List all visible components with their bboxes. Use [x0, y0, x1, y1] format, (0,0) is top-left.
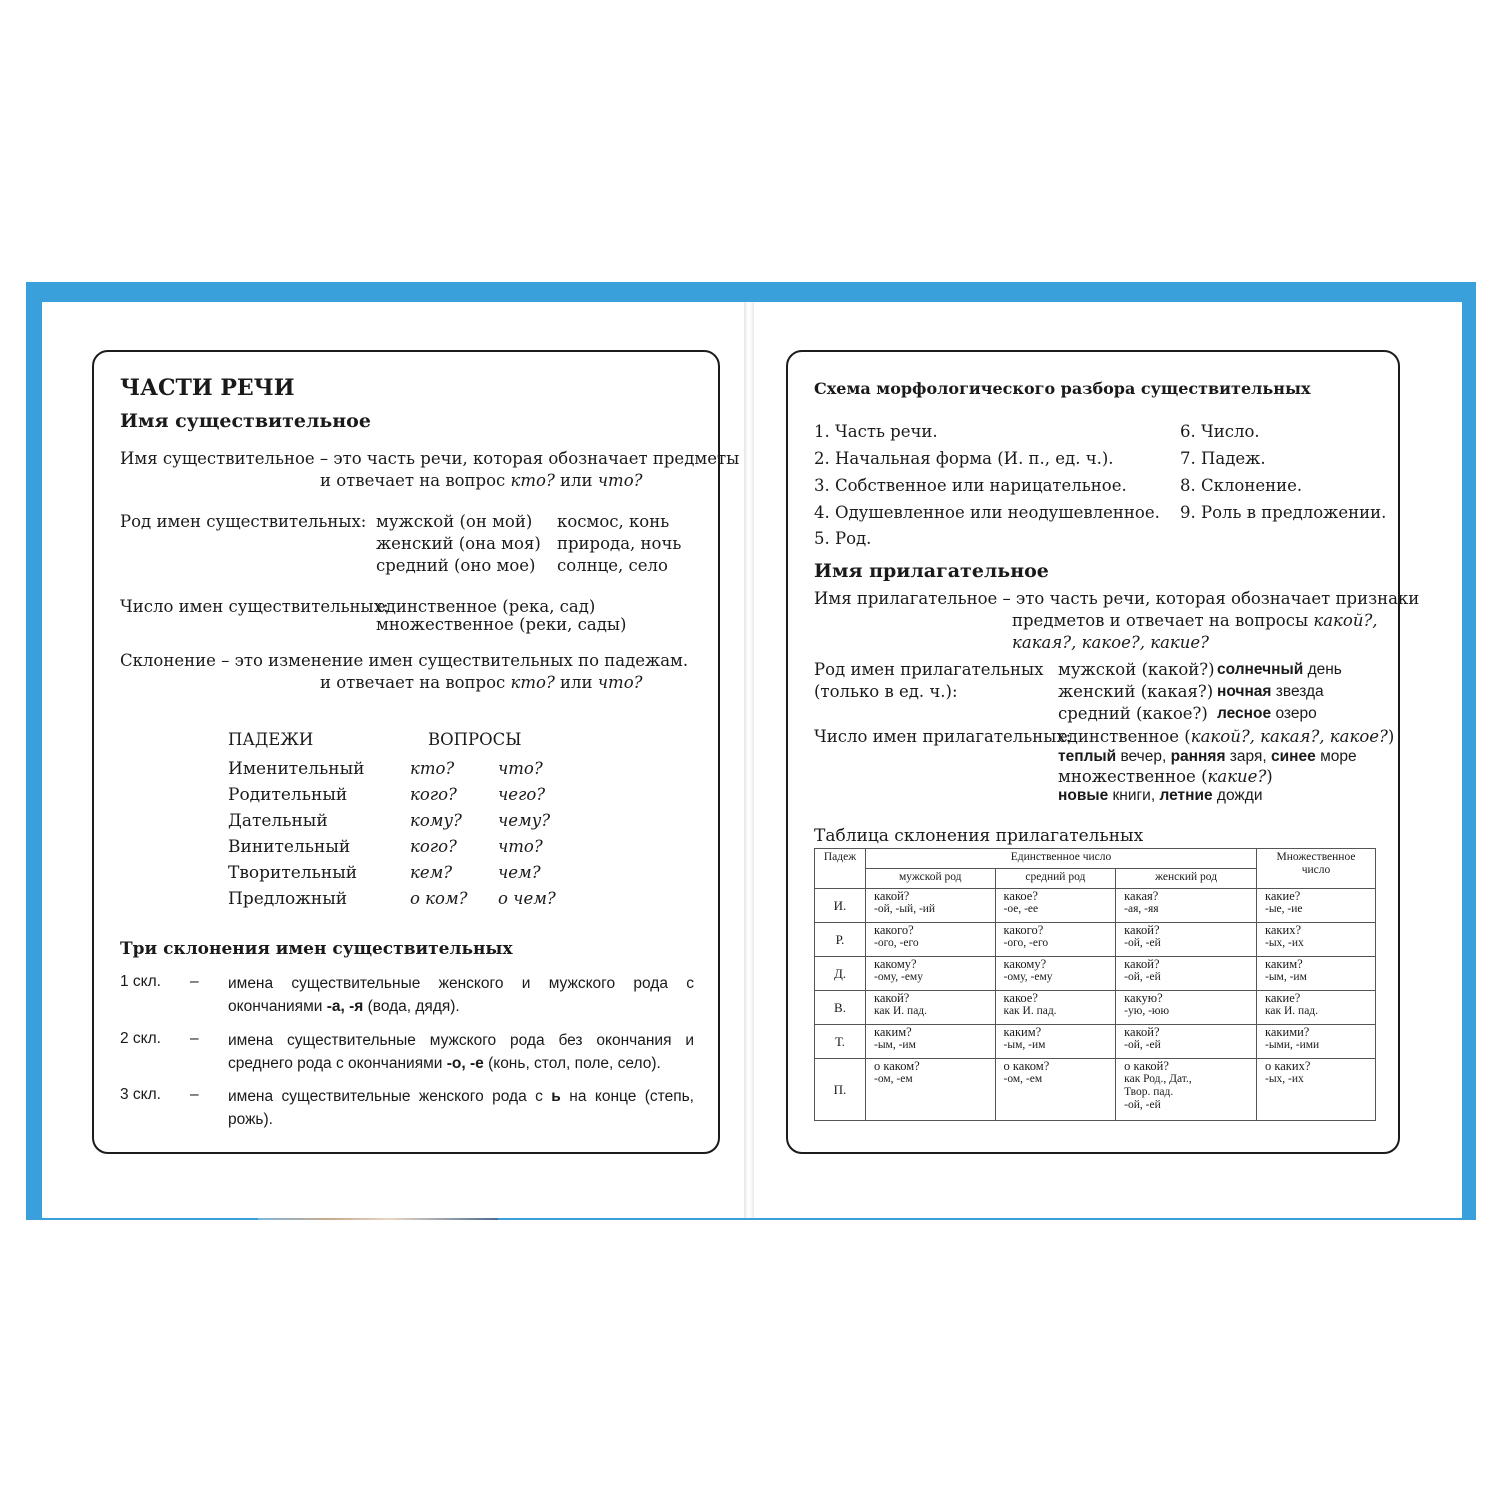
gender-type-neut: средний (оно мое): [376, 556, 536, 575]
case-question-inanimate: что?: [498, 759, 543, 778]
cell-fem: какой? -ой, -ей: [1116, 1025, 1257, 1059]
adj-gender-example: солнечный день: [1217, 661, 1342, 678]
case-question-animate: кому?: [410, 811, 462, 830]
scheme-item: 5. Род.: [814, 529, 872, 548]
case-question-inanimate: чего?: [498, 785, 546, 804]
morphology-scheme-heading: Схема морфологического разбора существительных: [814, 379, 1311, 398]
cell-fem: какая? -ая, -яя: [1116, 889, 1257, 923]
cell-neut: какого? -ого, -его: [995, 923, 1116, 957]
adj-gender-type: средний (какое?): [1058, 704, 1208, 723]
adj-gender-type: женский (какая?): [1058, 682, 1214, 701]
case-cell: В.: [815, 991, 866, 1025]
cell-fem: какой? -ой, -ей: [1116, 957, 1257, 991]
number-label: Число имен существительных:: [120, 597, 389, 616]
noun-heading: Имя существительное: [120, 410, 371, 432]
page-title: ЧАСТИ РЕЧИ: [120, 375, 295, 401]
cell-masc: какого? -ого, -его: [866, 923, 996, 957]
cell-masc: какой? как И. пад.: [866, 991, 996, 1025]
adjective-definition-line3: какая?, какое?, какие?: [1012, 633, 1210, 652]
table-row: [815, 1025, 1376, 1059]
feminine-column-header: женский род: [1116, 869, 1257, 889]
case-cell: И.: [815, 889, 866, 923]
gender-type-masc: мужской (он мой): [376, 512, 533, 531]
declension-3-description: имена существительные женского рода с ь на конце (степь, рожь).: [228, 1088, 694, 1128]
adj-gender-example: лесное озеро: [1217, 705, 1317, 722]
case-name: Именительный: [228, 759, 365, 779]
cell-plural: какие? как И. пад.: [1257, 991, 1376, 1025]
adjective-declension-table: [814, 848, 1376, 1121]
cell-plural: каких? -ых, -их: [1257, 923, 1376, 957]
table-row: [815, 923, 1376, 957]
adj-gender-type: мужской (какой?): [1058, 660, 1215, 679]
table-row: [815, 957, 1376, 991]
cell-plural: каким? -ым, -им: [1257, 957, 1376, 991]
case-cell: П.: [815, 1059, 866, 1121]
gender-example-fem: природа, ночь: [557, 534, 682, 553]
scheme-item: 4. Одушевленное или неодушевленное.: [814, 503, 1160, 522]
scheme-item: 1. Часть речи.: [814, 422, 938, 441]
case-cell: Т.: [815, 1025, 866, 1059]
adj-number-singular: единственное (какой?, какая?, какое?): [1058, 727, 1395, 746]
gender-type-fem: женский (она моя): [376, 534, 541, 553]
declension-label: 2 скл.: [120, 1030, 161, 1047]
case-name: Творительный: [228, 863, 358, 883]
case-cell: Д.: [815, 957, 866, 991]
case-question-inanimate: о чем?: [498, 889, 556, 908]
adj-gender-example: ночная звезда: [1217, 683, 1324, 700]
case-name: Родительный: [228, 785, 348, 805]
declension-label: 3 скл.: [120, 1086, 161, 1103]
scheme-item: 6. Число.: [1180, 422, 1260, 441]
adj-gender-label: Род имен прилагательных: [814, 660, 1044, 679]
questions-header: ВОПРОСЫ: [428, 730, 522, 749]
declension-dash: –: [190, 1086, 199, 1103]
singular-header: Единственное число: [866, 849, 1257, 869]
cell-masc: какой? -ой, -ый, -ий: [866, 889, 996, 923]
case-question-inanimate: что?: [498, 837, 543, 856]
declension-1-description: имена существительные женского и мужского рода с окончаниями -а, -я (вода, дядя).: [228, 975, 694, 1015]
cell-plural: о каких? -ых, -их: [1257, 1059, 1376, 1121]
declension-line1: Склонение – это изменение имен существительных по падежам.: [120, 651, 689, 670]
cell-plural: какие? -ые, -ие: [1257, 889, 1376, 923]
cell-neut: какое? -ое, -ее: [995, 889, 1116, 923]
case-question-animate: кем?: [410, 863, 453, 882]
case-question-inanimate: чем?: [498, 863, 541, 882]
adjective-definition-line1: Имя прилагательное – это часть речи, которая обозначает признаки: [814, 589, 1420, 608]
table-row: [815, 889, 1376, 923]
number-singular: единственное (река, сад): [376, 597, 596, 616]
cases-header: ПАДЕЖИ: [228, 730, 314, 749]
adjective-heading: Имя прилагательное: [814, 560, 1049, 582]
scheme-item: 7. Падеж.: [1180, 449, 1266, 468]
cell-masc: каким? -ым, -им: [866, 1025, 996, 1059]
case-name: Предложный: [228, 889, 348, 909]
gender-example-masc: космос, конь: [557, 512, 670, 531]
noun-definition-line1: Имя существительное – это часть речи, которая обозначает предметы: [120, 449, 740, 468]
cell-neut: о каком? -ом, -ем: [995, 1059, 1116, 1121]
case-question-animate: кого?: [410, 785, 457, 804]
gender-label: Род имен существительных:: [120, 512, 367, 531]
table-row: [815, 991, 1376, 1025]
cell-fem: какую? -ую, -юю: [1116, 991, 1257, 1025]
three-declensions-heading: Три склонения имен существительных: [120, 939, 513, 959]
declension-2-description: имена существительные мужского рода без окончания и среднего рода с окончаниями -о, -е (конь, стол, поле, село).: [228, 1032, 694, 1072]
scheme-item: 8. Склонение.: [1180, 476, 1303, 495]
adj-number-plural: множественное (какие?): [1058, 767, 1273, 786]
book-gutter: [744, 302, 754, 1218]
case-name: Дательный: [228, 811, 328, 831]
cell-plural: какими? -ыми, -ими: [1257, 1025, 1376, 1059]
case-question-animate: кто?: [410, 759, 455, 778]
case-name: Винительный: [228, 837, 351, 857]
adj-number-plural-examples: новые книги, летние дожди: [1058, 787, 1263, 804]
adjective-definition-line2: предметов и отвечает на вопросы какой?,: [1012, 611, 1378, 630]
cell-masc: о каком? -ом, -ем: [866, 1059, 996, 1121]
neuter-column-header: средний род: [995, 869, 1116, 889]
adj-number-label: Число имен прилагательных:: [814, 727, 1072, 746]
declension-line2: и отвечает на вопрос кто? или что?: [320, 673, 643, 692]
masculine-column-header: мужской род: [866, 869, 996, 889]
declension-dash: –: [190, 1030, 199, 1047]
noun-definition-line2: и отвечает на вопрос кто? или что?: [320, 471, 643, 490]
table-row: [815, 1059, 1376, 1121]
declension-table-title: Таблица склонения прилагательных: [814, 826, 1144, 846]
number-plural: множественное (реки, сады): [376, 615, 627, 634]
cell-fem: о какой? как Род., Дат., Твор. пад. -ой, -ей: [1116, 1059, 1257, 1121]
declension-label: 1 скл.: [120, 973, 161, 990]
cell-masc: какому? -ому, -ему: [866, 957, 996, 991]
case-question-inanimate: чему?: [498, 811, 551, 830]
adj-number-singular-examples: теплый вечер, ранняя заря, синее море: [1058, 748, 1357, 765]
adj-gender-note: (только в ед. ч.):: [814, 682, 958, 701]
case-question-animate: о ком?: [410, 889, 468, 908]
scheme-item: 3. Собственное или нарицательное.: [814, 476, 1127, 495]
cell-neut: какое? как И. пад.: [995, 991, 1116, 1025]
case-column-header: Падеж: [815, 849, 866, 889]
scheme-item: 9. Роль в предложении.: [1180, 503, 1387, 522]
cell-neut: какому? -ому, -ему: [995, 957, 1116, 991]
case-question-animate: кого?: [410, 837, 457, 856]
cell-neut: каким? -ым, -им: [995, 1025, 1116, 1059]
plural-header: Множественное число: [1257, 849, 1376, 889]
declension-dash: –: [190, 973, 199, 990]
cell-fem: какой? -ой, -ей: [1116, 923, 1257, 957]
gender-example-neut: солнце, село: [557, 556, 668, 575]
case-cell: Р.: [815, 923, 866, 957]
scheme-item: 2. Начальная форма (И. п., ед. ч.).: [814, 449, 1114, 468]
